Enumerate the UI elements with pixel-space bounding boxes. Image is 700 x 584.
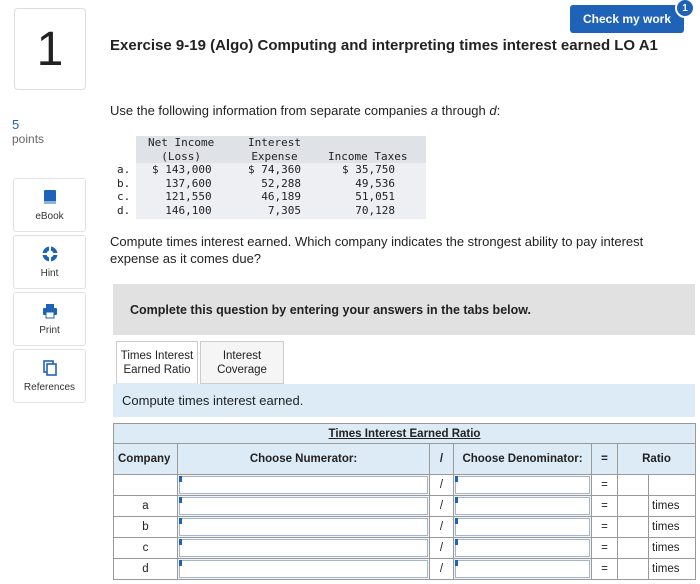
ratio-input[interactable] — [618, 538, 649, 559]
row-label: c. — [117, 190, 131, 203]
equals-cell: = — [592, 475, 618, 496]
taxes-header: Income Taxes — [328, 149, 408, 163]
denominator-select[interactable] — [454, 475, 592, 496]
denominator-select[interactable] — [454, 496, 592, 517]
net-income-header: Net Income (Loss) — [148, 136, 215, 163]
unit-cell: times — [649, 517, 696, 538]
table-row — [114, 496, 696, 517]
slash-cell: / — [430, 538, 454, 559]
slash-header: / — [430, 444, 454, 475]
numerator-select[interactable] — [178, 517, 430, 538]
denominator-select[interactable] — [454, 538, 592, 559]
intro-a: a — [430, 103, 439, 118]
unit-cell: times — [649, 538, 696, 559]
copy-pages-icon — [41, 359, 59, 377]
taxes-cell: 51,051 — [342, 190, 395, 203]
equals-cell: = — [592, 496, 618, 517]
net-income-cell: 146,100 — [152, 203, 212, 217]
table-row — [114, 538, 696, 559]
points-label: points — [12, 132, 45, 146]
equals-cell: = — [592, 538, 618, 559]
interest-cell: $ 74,360 — [248, 163, 301, 176]
row-label: d. — [117, 203, 131, 217]
denominator-header: Choose Denominator: — [454, 444, 592, 475]
ratio-input[interactable] — [618, 559, 649, 580]
company-cell: d — [114, 559, 178, 580]
hint-label: Hint — [40, 268, 59, 279]
net-income-cell: $ 143,000 — [152, 163, 212, 176]
ratio-input[interactable] — [618, 475, 649, 496]
numerator-select[interactable] — [178, 496, 430, 517]
references-label: References — [23, 382, 76, 393]
intro-end: : — [496, 103, 501, 118]
printer-icon — [41, 302, 59, 320]
taxes-cell: 49,536 — [342, 176, 395, 190]
row-label: a. — [117, 163, 131, 176]
row-label: b. — [117, 176, 131, 190]
numerator-select[interactable] — [178, 538, 430, 559]
unit-cell — [649, 475, 696, 496]
table-row — [114, 475, 696, 496]
instruction-banner: Complete this question by entering your answers in the tabs below. — [113, 284, 695, 335]
hint-button[interactable] — [13, 235, 86, 289]
interest-cell: 7,305 — [248, 203, 301, 217]
ebook-label: eBook — [35, 211, 64, 222]
company-cell: b — [114, 517, 178, 538]
numerator-header: Choose Numerator: — [178, 444, 430, 475]
check-my-work-button[interactable]: Check my work — [570, 5, 684, 33]
slash-cell: / — [430, 559, 454, 580]
print-label: Print — [39, 325, 60, 336]
interest-header: Interest Expense — [248, 136, 301, 163]
unit-cell: times — [649, 496, 696, 517]
points — [12, 117, 44, 147]
references-button[interactable] — [13, 349, 86, 403]
ratio-input[interactable] — [618, 517, 649, 538]
numerator-select[interactable] — [178, 475, 430, 496]
tab-times-interest-earned[interactable]: Times Interest Earned Ratio — [116, 341, 198, 384]
interest-cell: 52,288 — [248, 176, 301, 190]
question-number: 1 — [14, 8, 86, 90]
book-icon — [41, 188, 59, 206]
intro-mid: through — [438, 103, 490, 118]
compute-label: Compute times interest earned. — [113, 384, 695, 417]
interest-cell: 46,189 — [248, 190, 301, 203]
ratio-table — [113, 423, 696, 580]
intro-d: d — [489, 103, 497, 118]
intro-text — [110, 103, 500, 118]
ebook-button[interactable] — [13, 178, 86, 232]
exercise-title: Exercise 9-19 (Algo) Computing and interpreting times interest earned LO A1 — [110, 37, 658, 54]
denominator-select[interactable] — [454, 517, 592, 538]
taxes-cell: $ 35,750 — [342, 163, 395, 176]
numerator-select[interactable] — [178, 559, 430, 580]
equals-cell: = — [592, 517, 618, 538]
net-income-cell: 137,600 — [152, 176, 212, 190]
print-button[interactable] — [13, 292, 86, 346]
ratio-header: Ratio — [618, 444, 696, 475]
company-cell — [114, 475, 178, 496]
tab-interest-coverage[interactable]: Interest Coverage — [200, 341, 284, 384]
company-cell: c — [114, 538, 178, 559]
lifebuoy-icon — [41, 245, 59, 263]
ratio-input[interactable] — [618, 496, 649, 517]
ratio-table-caption: Times Interest Earned Ratio — [114, 424, 696, 444]
unit-cell: times — [649, 559, 696, 580]
table-row — [114, 517, 696, 538]
net-income-cell: 121,550 — [152, 190, 212, 203]
attempt-badge: 1 — [675, 0, 695, 18]
slash-cell: / — [430, 475, 454, 496]
equals-header: = — [592, 444, 618, 475]
denominator-select[interactable] — [454, 559, 592, 580]
equals-cell: = — [592, 559, 618, 580]
slash-cell: / — [430, 517, 454, 538]
company-header: Company — [114, 444, 178, 475]
points-value: 5 — [12, 117, 20, 132]
taxes-cell: 70,128 — [342, 203, 395, 217]
intro-start: Use the following information from separate companies — [110, 103, 431, 118]
table-row — [114, 559, 696, 580]
question-prompt: Compute times interest earned. Which company indicates the strongest ability to pay interest expense as it comes due? — [110, 234, 644, 266]
company-cell: a — [114, 496, 178, 517]
slash-cell: / — [430, 496, 454, 517]
